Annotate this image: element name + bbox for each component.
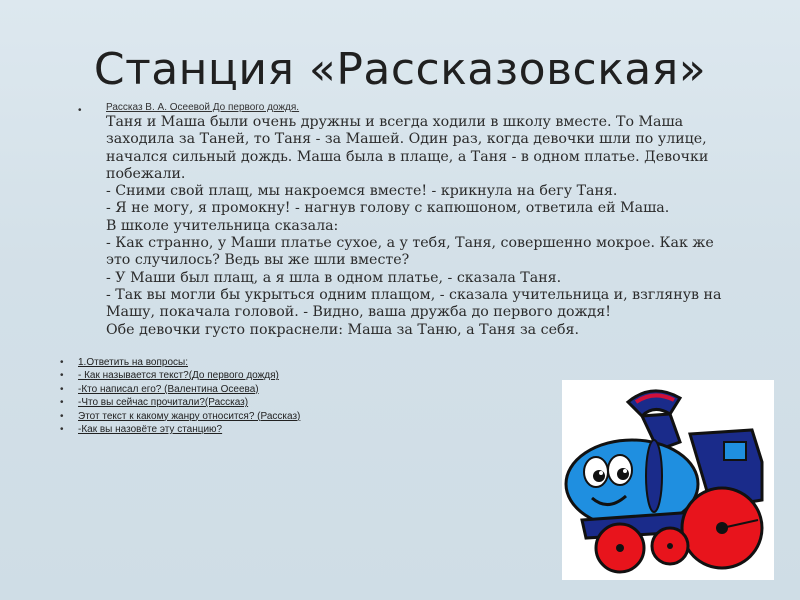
right-pupil	[617, 468, 629, 480]
question-text[interactable]: -Кто написал его? (Валентина Осеева)	[78, 383, 259, 395]
story-caption[interactable]: Рассказ В. А. Осеевой До первого дождя.	[106, 102, 300, 113]
story-line: Обе девочки густо покраснели: Маша за Таню, а Таня за себя.	[106, 321, 579, 338]
story-bullet: •	[78, 105, 82, 116]
question-item[interactable]	[60, 396, 480, 409]
story-line: - Я не могу, я промокну! - нагнув голову с капюшоном, ответила ей Маша.	[106, 200, 670, 217]
story-line: побежали.	[106, 165, 186, 182]
question-item[interactable]	[60, 369, 480, 382]
question-text[interactable]: 1.Ответить на вопросы:	[78, 357, 188, 368]
story-line: Машу, покачала головой. - Видно, ваша дружба до первого дождя!	[106, 304, 611, 321]
story-text	[106, 114, 756, 339]
question-text[interactable]: - Как называется текст?(До первого дождя)	[78, 370, 279, 382]
cab-window	[724, 442, 746, 460]
train-illustration	[562, 380, 774, 580]
story-line: это случилось? Ведь вы же шли вместе?	[106, 252, 410, 269]
question-text[interactable]: -Что вы сейчас прочитали?(Рассказ)	[78, 397, 249, 409]
questions-list	[60, 356, 480, 436]
story-block	[106, 102, 756, 339]
story-line: начался сильный дождь. Маша была в плаще, а Таня - в одном платье. Девочки	[106, 148, 709, 165]
question-item[interactable]	[60, 423, 480, 436]
question-item[interactable]	[60, 383, 480, 396]
story-line: - Так вы могли бы укрыться одним плащом, - сказала учительница и, взглянув на	[106, 286, 722, 303]
story-line: - Сними свой плащ, мы накроемся вместе! - крикнула на бегу Таня.	[106, 183, 618, 200]
slide-title: Станция «Рассказовская»	[93, 44, 707, 95]
question-item[interactable]	[60, 356, 480, 369]
story-line: - У Маши был плащ, а я шла в одном платье, - сказала Таня.	[106, 269, 562, 286]
story-line: В школе учительница сказала:	[106, 217, 339, 234]
story-line: - Как странно, у Маши платье сухое, а у тебя, Таня, совершенно мокрое. Как же	[106, 235, 714, 252]
question-text[interactable]: Этот текст к какому жанру относится? (Рассказ)	[78, 410, 301, 422]
story-line: Таня и Маша были очень дружны и всегда ходили в школу вместе. То Маша	[106, 114, 684, 130]
toy-train-icon	[562, 380, 774, 580]
boiler-band	[646, 440, 662, 512]
question-text[interactable]: -Как вы назовёте эту станцию?	[78, 424, 223, 436]
question-item[interactable]	[60, 410, 480, 423]
left-pupil	[593, 470, 605, 482]
story-line: заходила за Таней, то Таня - за Машей. Один раз, когда девочки шли по улице,	[106, 131, 707, 148]
